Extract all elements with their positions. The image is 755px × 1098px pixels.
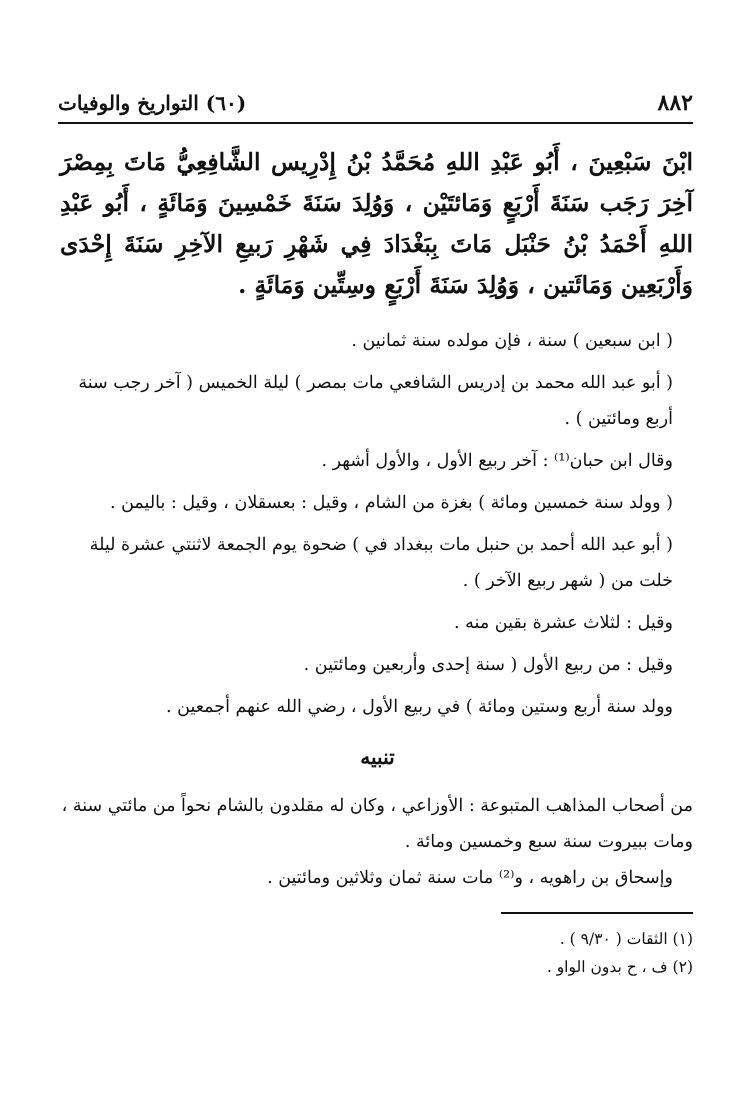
commentary-paragraph: وقيل : لثلاث عشرة بقين منه . [454, 613, 673, 633]
commentary-paragraph: وقيل : من ربيع الأول ( سنة إحدى وأربعين ومائتين . [303, 655, 673, 675]
notice-heading: تنبيه [360, 745, 395, 769]
commentary-paragraph: ( أبو عبد الله أحمد بن حنبل مات ببغداد في ) ضحوة يوم الجمعة لاثنتي عشرة ليلة خلت من ( شهر ربيع الآخر ) . [89, 535, 673, 591]
page-header [58, 84, 693, 124]
footnote: (١) الثقات ( ٩/٣٠ ) . [559, 930, 693, 948]
commentary-section [60, 323, 693, 725]
footnote: (٢) ف ، ح بدون الواو . [546, 958, 693, 976]
commentary-paragraph: ( وولد سنة خمسين ومائة ) بغزة من الشام ، وقيل : بعسقلان ، وقيل : باليمن . [109, 493, 673, 513]
notice-section [60, 788, 693, 896]
commentary-paragraph: وقال ابن حبان⁽¹⁾ : آخر ربيع الأول ، والأول أشهر . [321, 451, 673, 471]
footnote-divider [501, 912, 693, 914]
page-number: ٨٨٢ [657, 90, 693, 116]
commentary-paragraph: ( ابن سبعين ) سنة ، فإن مولده سنة ثمانين . [351, 331, 673, 351]
footnotes [60, 925, 693, 981]
running-title: (٦٠) التواريخ والوفيات [58, 91, 247, 115]
notice-paragraph: من أصحاب المذاهب المتبوعة : الأوزاعي ، وكان له مقلدون بالشام نحواً من مائتي سنة ، ومات ببيروت سنة سبع وخمسين ومائة . [61, 796, 693, 852]
notice-paragraph: وإسحاق بن راهويه ، و⁽²⁾ مات سنة ثمان وثلاثين ومائتين . [267, 868, 673, 888]
commentary-paragraph: وولد سنة أربع وستين ومائة ) في ربيع الأول ، رضي الله عنهم أجمعين . [166, 697, 673, 717]
main-verse-text: ابْنَ سَبْعِينَ ، أَبُو عَبْدِ اللهِ مُحَمَّدُ بْنُ إِدْرِيس الشَّافِعِيُّ مَاتَ بِمِصْرَ آخِرَ رَجَب سَنَةَ أَرْبَعٍ وَمَائتَيْن ، وَوُلِدَ سَنَةَ خَمْسِينَ وَمَائَةٍ ، أَبُو عَبْدِ اللهِ أَحْمَدُ بْنُ حَنْبَل مَاتَ بِبَغْدَادَ فِي شَهْرِ رَبيعِ الآخِرِ سَنَةَ إِحْدَى وَأَرْبَعِين وَمَائَتين ، وَوُلِدَ سَنَةَ أَرْبَعٍ وسِتِّين وَمَائَةٍ . [60, 148, 693, 299]
commentary-paragraph: ( أبو عبد الله محمد بن إدريس الشافعي مات بمصر ) ليلة الخميس ( آخر رجب سنة أربع ومائتين ) . [78, 373, 673, 429]
